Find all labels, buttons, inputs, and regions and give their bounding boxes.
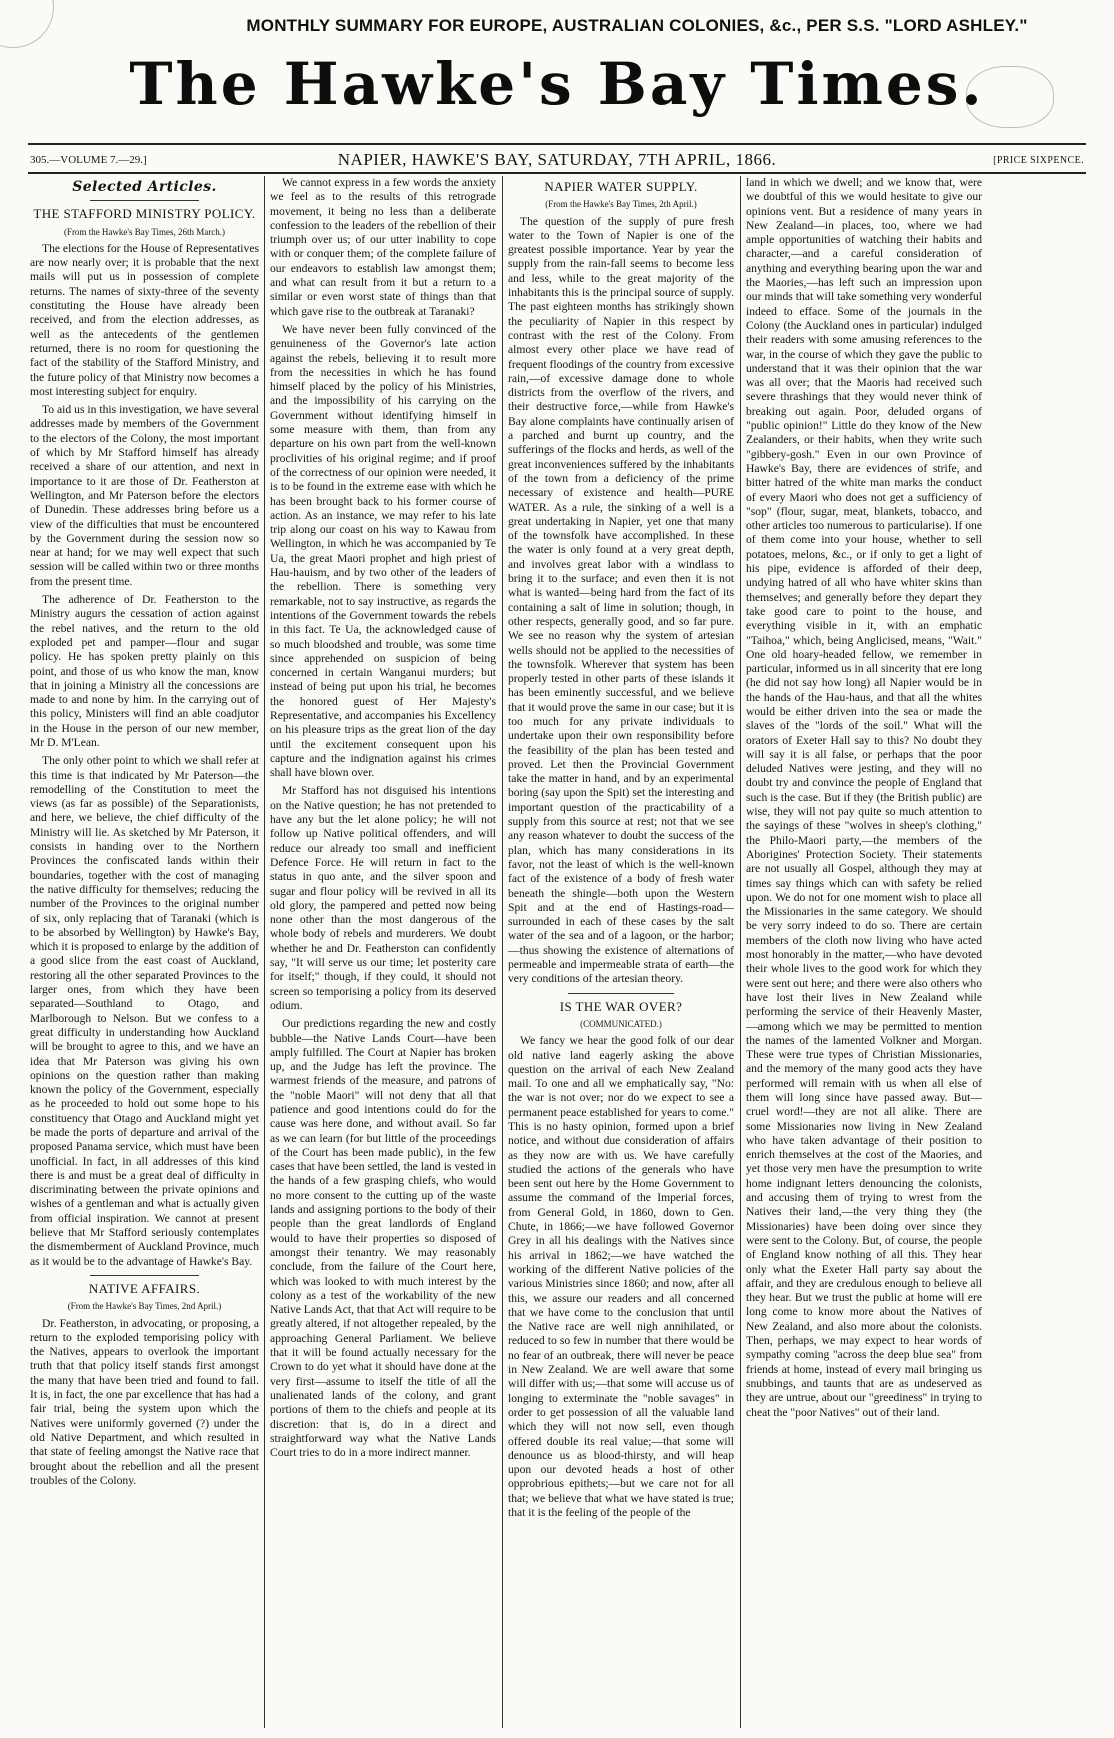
column-rule (264, 176, 265, 1728)
masthead-rule-bottom (28, 172, 1086, 174)
paragraph: We have never been fully convinced of the genuineness of the Governor's late action against the rebels, believing it to result more from the necessities in which he has found himself placed by the policy of his Ministries, and the impossibility of his carrying on the Government without identifying himself in some measure with them, than from any departure on his own part from the well-known proclivities of his original regime; and if proof of the correctness of our opinion were needed, it is to be found in the extreme ease with which he has been brought back to his former course of action. As an instance, we may refer to his late trip along our coast on his way to Kawau from Wellington, in which he was accompanied by Te Ua, the great Maori prophet and high priest of Hau-hauism, and by two other of the leaders of the rebellion. There is something very remarkable, not to say instructive, as regards the intentions of the Government towards the rebels in this fact. Te Ua, the acknowledged cause of so much bloodshed and trouble, was some time since apprehended on suspicion of being concerned in certain Wanganui murders; but instead of being put upon his trial, he becomes the honored guest of Her Majesty's Representative, and accompanies his Excellency on his pleasure trips as the great lion of the day until the excitement consequent upon his capture and the indignation against his crimes shall have blown over. (270, 322, 496, 780)
article-source: (COMMUNICATED.) (580, 1018, 662, 1029)
masthead-rule-top (28, 143, 1086, 145)
column-4 (746, 176, 982, 1728)
article-source: (From the Hawke's Bay Times, 26th March.) (63, 226, 226, 237)
summary-banner: MONTHLY SUMMARY FOR EUROPE, AUSTRALIAN COLONIES, &c., PER S.S. "LORD ASHLEY." (246, 16, 1028, 35)
paragraph: The elections for the House of Representatives are now nearly over; it is probable that the next mails will put us in possession of complete returns. The names of sixty-three of the seventy constituting the House have already been received, and from the election addresses, as well as the antecedents of the gentlemen returned, there is no room for questioning the fact of the stability of the Stafford Ministry, and the future policy of that Ministry now becomes a most interesting subject for enquiry. (30, 241, 259, 398)
column-2 (270, 176, 496, 1728)
paragraph: The question of the supply of pure fresh water to the Town of Napier is one of the greatest possible importance. Year by year the supply from the rain-fall seems to become less and less, while to the great majority of the inhabitants this is the principal source of supply. The past eighteen months has strikingly shown the peculiarity of Napier in this respect by contrast with the rest of the Colony. From almost every other place we have read of frequent floodings of the country from excessive rain,—of excessive damage done to whole districts from the overflow of the rivers, and their destructive force,—while from Hawke's Bay alone complaints have continually arisen of a parched and burnt up country, and the sufferings of the flocks and herds, as well of the great inconveniences suffered by the inhabitants of the town from a deficiency of the prime necessary of existence and health—PURE WATER. As a rule, the sinking of a well is a great undertaking in Napier, yet one that many of the townsfolk have accomplished. In these the water is only found at a very great depth, and involves great labor with a windlass to bring it to the surface; and even then it is not what is wanted—being hard from the fact of its containing a salt of lime in solution; though, in other respects, generally good, and so far pure. We see no reason why the system of artesian wells should not be applied to the necessities of the townsfolk. Wherever that system has been properly tested in other parts of these islands it has been eminently successful, and we believe that it would prove the same in our case; but it is too much for any private individuals to undertake upon their own responsibility before the feasibility of the plan has been tested and proved. Let then the Provincial Government take the matter in hand, and by an experimental boring (say upon the Spit) set the interesting and important question of the practicability of a supply from this source at rest; not that we see any reason whatever to doubt the success of the plan, which has many considerations in its favor, not the least of which is the well-known fact of the existence of a body of fresh water beneath the shingle—both upon the Western Spit and at the end of Hastings-road—surrounded in each of these cases by the salt water of the sea and of a lagoon, or the harbor;—thus showing the existence of alternations of permeable and impermeable strata of earth—the very conditions of the artesian theory. (508, 214, 734, 986)
divider (90, 200, 199, 201)
paragraph: Our predictions regarding the new and costly bubble—the Native Lands Court—have been amply fulfilled. The Court at Napier has broken up, and the Judge has left the province. The warmest friends of the measure, and patrons of the "noble Maori" will not deny that all that patience and good intentions could do for the cause was here done, and without avail. So far as we can learn (for but little of the proceedings of the Court has been made public), in the few cases that have been settled, the land is vested in the hands of a few grasping chiefs, who would no more consent to the cutting up of the waste lands and assigning portions to the body of their people than the great landlords of England would to have their properties so disposed of amongst their tenantry. We may reasonably conclude, from the failure of the Court here, which was looked to with much interest by the colony as a test of the workability of the new Native Lands Act, that that Act will require to be greatly altered, if not altogether repealed, by the approaching General Parliament. We believe that it will be found actually necessary for the Crown to do yet what it should have done at the very first—assume to itself the title of all the unalienated lands of the colony, and grant portions of them to the chiefs and people at its discretion: that is, do in a direct and straightforward way what the Native Lands Court tries to do in a more indirect manner. (270, 1017, 496, 1460)
article-title-native-affairs: NATIVE AFFAIRS. (88, 1280, 201, 1296)
column-rule (502, 176, 503, 1728)
article-title-stafford: THE STAFFORD MINISTRY POLICY. (33, 206, 256, 222)
newspaper-masthead: The Hawke's Bay Times. (129, 50, 985, 118)
paragraph: We fancy we hear the good folk of our dear old native land eagerly asking the above question on the arrival of each New Zealand mail. To one and all we emphatically say, "No: the war is not over; nor do we expect to see a permanent peace established for years to come." This is no hasty opinion, formed upon a brief notice, and without due consideration of affairs as they now are with us. We have carefully studied the actions of the generals who have been sent out here by the Home Government to assume the command of the Imperial forces, from General Gold, in 1860, down to Gen. Chute, in 1866;—we have followed Governor Grey in all his dealings with the Natives since his arrival in 1862;—we have watched the working of the different Native policies of the various Ministries since 1860; and now, after all this, we assure our readers and all concerned that we have come to the conclusion that until the Native race are well nigh annihilated, or reduced to so few in number that there would be no fear of an outbreak, there will never be peace in New Zealand. We are well aware that some will differ with us;—that some will accuse us of longing to exterminate the "noble savages" in order to get possession of all the valuable land which they will not now sell, even though offered double its real value;—that some will denounce us as blood-thirsty, and will heap upon our devoted heads a host of other opprobrious epithets;—but we care not for all that; we believe that what we have stated is true; that it is the feeling of the people of the (508, 1034, 734, 1520)
volume-number: 305.—VOLUME 7.—29.] (30, 154, 147, 166)
stamp-seal-left (0, 0, 54, 48)
paragraph: Dr. Featherston, in advocating, or proposing, a return to the exploded temporising policy with the Natives, appears to overlook the important truth that that policy itself stands first amongst the many that have been tried and found to fail. It is, in fact, the one par excellence that has had a fair trial, being the system upon which the Natives were uniformly governed (?) under the old Native Department, and which resulted in that state of feeling amongst the Native race that brought about the rebellion and all the present troubles of the Colony. (30, 1316, 259, 1487)
column-3 (508, 176, 734, 1728)
divider (568, 993, 674, 994)
article-source: (From the Hawke's Bay Times, 2th April.) (545, 199, 697, 210)
article-title-war-over: IS THE WAR OVER? (559, 998, 683, 1014)
paragraph: The only other point to which we shall refer at this time is that indicated by Mr Paterson—the remodelling of the Constitution to meet the views (as far as possible) of the Separationists, and here, we believe, the chief difficulty of the Ministry will lie. As sketched by Mr Paterson, it consists in handing over to the Northern Provinces the confiscated lands within their boundaries, together with the cost of managing the native difficulty for themselves; reducing the number of the Provinces to the original number of six, only replacing that of Taranaki (which is to be absorbed by Wellington) by Hawke's Bay, which it is proposed to enlarge by the addition of a good slice from the east coast of Auckland, restoring all the other separated Provinces to the larger ones, from which they have been separated—Southland to Otago, and Marlborough to Nelson. But we confess to a great difficulty in understanding how Auckland will be brought to agree to this, and we have an idea that Mr Paterson was giving his own opinions on the question rather than making known the policy of the Government, especially as he proceeded to hold out some hope to his constituency that Otago and Auckland might yet be made the ports of departure and arrival of the proposed Panama service, which must have been unofficial. In fact, in all addresses of this kind there is and must be a great deal of difficulty in discriminating between the private opinions and wishes of a gentleman and what is actually given from official inspiration. We cannot at present believe that Mr Stafford seriously contemplates the dismemberment of Auckland Province, much as it would be to the advantage of Hawke's Bay. (30, 754, 259, 1268)
divider (90, 1275, 199, 1276)
paragraph: Mr Stafford has not disguised his intentions on the Native question; he has not pretended to have any but the let alone policy; he will not follow up Native political offenders, and will reduce our already too small and inefficient Defence Force. He will return in fact to the status in quo ante, and the silver spoon and sugar and flour policy will be revived in all its old glory, the pampered and petted now being none other than the most dangerous of the whole body of rebels and murderers. We doubt whether he and Dr. Featherston can confidently say, "It will serve us our time; let posterity care for itself;" though, if they could, it should not screen so temporising a policy from its deserved odium. (270, 784, 496, 1012)
column-1 (30, 176, 259, 1728)
article-source: (From the Hawke's Bay Times, 2nd April.) (67, 1301, 222, 1312)
issue-price: [PRICE SIXPENCE. (993, 155, 1084, 166)
article-title-water-supply: NAPIER WATER SUPPLY. (544, 179, 698, 194)
paragraph: We cannot express in a few words the anxiety we feel as to the results of this retrograde movement, it being no less than a deliberate confession to the leaders of the rebellion of their triumph over us; of our utter inability to cope with or conquer them; of the complete failure of our endeavors to establish law amongst them; and what can result from it but a return to a similar or even worst state of things than that which gave rise to the outbreak at Taranaki? (270, 176, 496, 318)
column-rule (740, 176, 741, 1728)
paragraph: To aid us in this investigation, we have several addresses made by members of the Government to the electors of the Colony, the most important of which by Mr Stafford himself has already received a share of our attention, and next in importance to it are those of Dr. Featherston at Wellington, and Mr Paterson before the electors of Dunedin. These addresses bring before us a view of the difficulties that must be encountered by the Government during the session now so near at hand; for we may well expect that such session will be called within two or three months from the present time. (30, 403, 259, 588)
dateline-bar (28, 150, 1086, 172)
paragraph: The adherence of Dr. Featherston to the Ministry augurs the cessation of action against the rebel natives, and the return to the old exploded pet and pamper—flour and sugar policy. He has spoken pretty plainly on this point, and those of us who know the man, know that in joining a Ministry all the concessions are made to and none by him. In the carrying out of this policy, Ministers will find an able coadjutor in the House in the person of our new member, Mr D. M'Lean. (30, 593, 259, 749)
section-heading: Selected Articles. (72, 179, 217, 195)
paragraph: land in which we dwell; and we know that, were we doubtful of this we would hesitate to give our opinions vent. But a residence of many years in New Zealand—in places, too, where we had ample opportunities of watching their habits and character,—and a careful consideration of anything and everything bearing upon the war and the Maories,—has left such an impression upon our minds that will take something very wonderful indeed to efface. Some of the journals in the Colony (the Auckland ones in particular) indulged their readers with some amusing references to the war, in the course of which they gave the public to understand that it was their opinion that the war was all over; that the Maoris had received such severe thrashings that they would never think of breaking out again. Poor, deluded organs of "public opinion!" Little do they know of the New Zealanders, or their habits, when they write such "gibbery-gosh." Even in our own Province of Hawke's Bay, there are evidences of strife, and bitter hatred of the white man marks the conduct of every Maori who does not get a sufficiency of "sop" (flour, sugar, meat, blankets, tobacco, and other articles too numerous to particularise). If one of them come into your house, whether to sell potatoes, melons, &c., or if only to get a light of his pipe, evidence is afforded of their deep, undying hatred of all who have whiter skins than themselves; and generally before they depart they take good care to point to the house, and everything visible in it, with an emphatic "Taihoa," which, being Anglicised, means, "Wait." One old hoary-headed fellow, we remember in particular, informed us in all sincerity that ere long (he did not say how long) all Napier would be in the hands of the Hau-haus, and that all the whites would be either driven into the sea or made the slaves of the "lords of the soil." What will the orators of Exeter Hall say to this? No doubt they will say it is all false, or perhaps that the poor deluded Natives were jesting, and they will no doubt try and convince the people of England that such is the case. But if they (the British public) are wise, they will not pay quite so much attention to the sayings of these "wolves in sheep's clothing," the Philo-Maori party,—the members of the Aborigines' Protection Society. Their statements are not usually all Gospel, although they may at times say things which can with safety be relied upon. We do not for one moment wish to place all the Missionaries in the same category. We should be very sorry indeed to do so. There are certain members of the cloth now living who have acted most honorably in the matter,—who have devoted their whole lives to the good work for which they were sent out here; and there were also others who have lost their lives in New Zealand while performing the service of their Heavenly Master,—among which we may be permitted to mention the names of the lamented Volkner and Morgan. These were true types of Christian Missionaries, and the memory of the many good acts they have performed will remain with us when all else of them will long since have passed away. But—cruel word!—they are not all alike. There are some Missionaries now living in New Zealand who have taken advantage of their position to enrich themselves at the cost of the Maories, and yet those very men have the presumption to write home indignant letters denouncing the colonists, and accusing them of trying to wrest from the Natives their land,—the very thing they (the Missionaries) have been doing over since they were sent to the Colony. But, of course, the people of England know nothing of all this. They hear only what the Exeter Hall party say about the affair, and they are credulous enough to believe all they hear. But we trust the public at home will ere long come to know more about the Natives of New Zealand, and also more about the colonists. Then, perhaps, we may expect to hear words of sympathy coming "across the deep blue sea" from friends at home, instead of every mail bringing us snubbings, and taunts that are as undeserved as they are untrue, about our "greediness" in trying to cheat the "poor Natives" out of their land. (746, 176, 982, 1419)
issue-date: NAPIER, HAWKE'S BAY, SATURDAY, 7TH APRIL, 1866. (337, 150, 777, 169)
